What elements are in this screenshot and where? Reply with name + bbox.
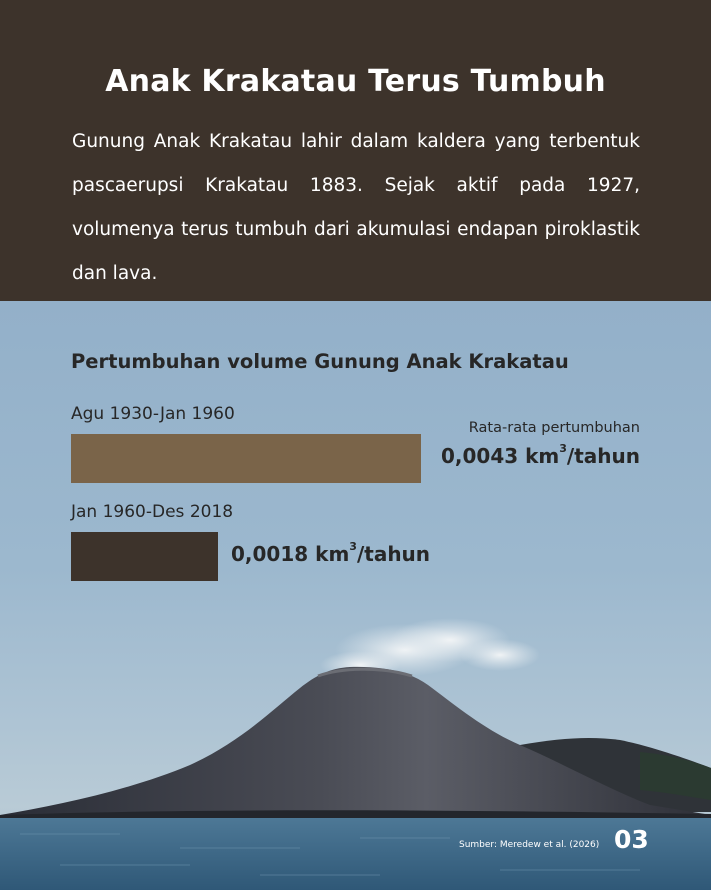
unit-base: km xyxy=(525,444,560,468)
value-number: 0,0043 xyxy=(440,444,519,468)
value-number: 0,0018 xyxy=(231,542,309,566)
category-label-period-2: Jan 1960-Des 2018 xyxy=(71,502,234,522)
unit-suffix: /tahun xyxy=(566,444,640,468)
page-number: 03 xyxy=(614,825,649,854)
source-credit: Sumber: Meredew et al. (2026) xyxy=(459,840,600,850)
bar-period-2 xyxy=(71,532,218,581)
value-label-period-1 xyxy=(441,444,640,468)
page-title: Anak Krakatau Terus Tumbuh xyxy=(105,64,606,99)
header-panel xyxy=(0,0,711,301)
unit-exponent: 3 xyxy=(349,540,357,553)
bar-period-1 xyxy=(71,434,421,483)
unit-exponent: 3 xyxy=(559,442,567,455)
unit-suffix: /tahun xyxy=(356,542,431,566)
sea xyxy=(0,818,711,890)
unit-base: km xyxy=(315,542,350,566)
category-label-period-1: Agu 1930-Jan 1960 xyxy=(71,404,235,424)
chart-title: Pertumbuhan volume Gunung Anak Krakatau xyxy=(71,350,569,373)
value-label-period-2 xyxy=(231,542,430,566)
intro-paragraph: Gunung Anak Krakatau lahir dalam kaldera yang terbentuk pascaerupsi Krakatau 1883. Sejak aktif pada 1927, volumenya terus tumbuh dari akumulasi endapan piroklastik dan lava. xyxy=(72,131,640,284)
average-growth-caption: Rata-rata pertumbuhan xyxy=(468,420,640,436)
